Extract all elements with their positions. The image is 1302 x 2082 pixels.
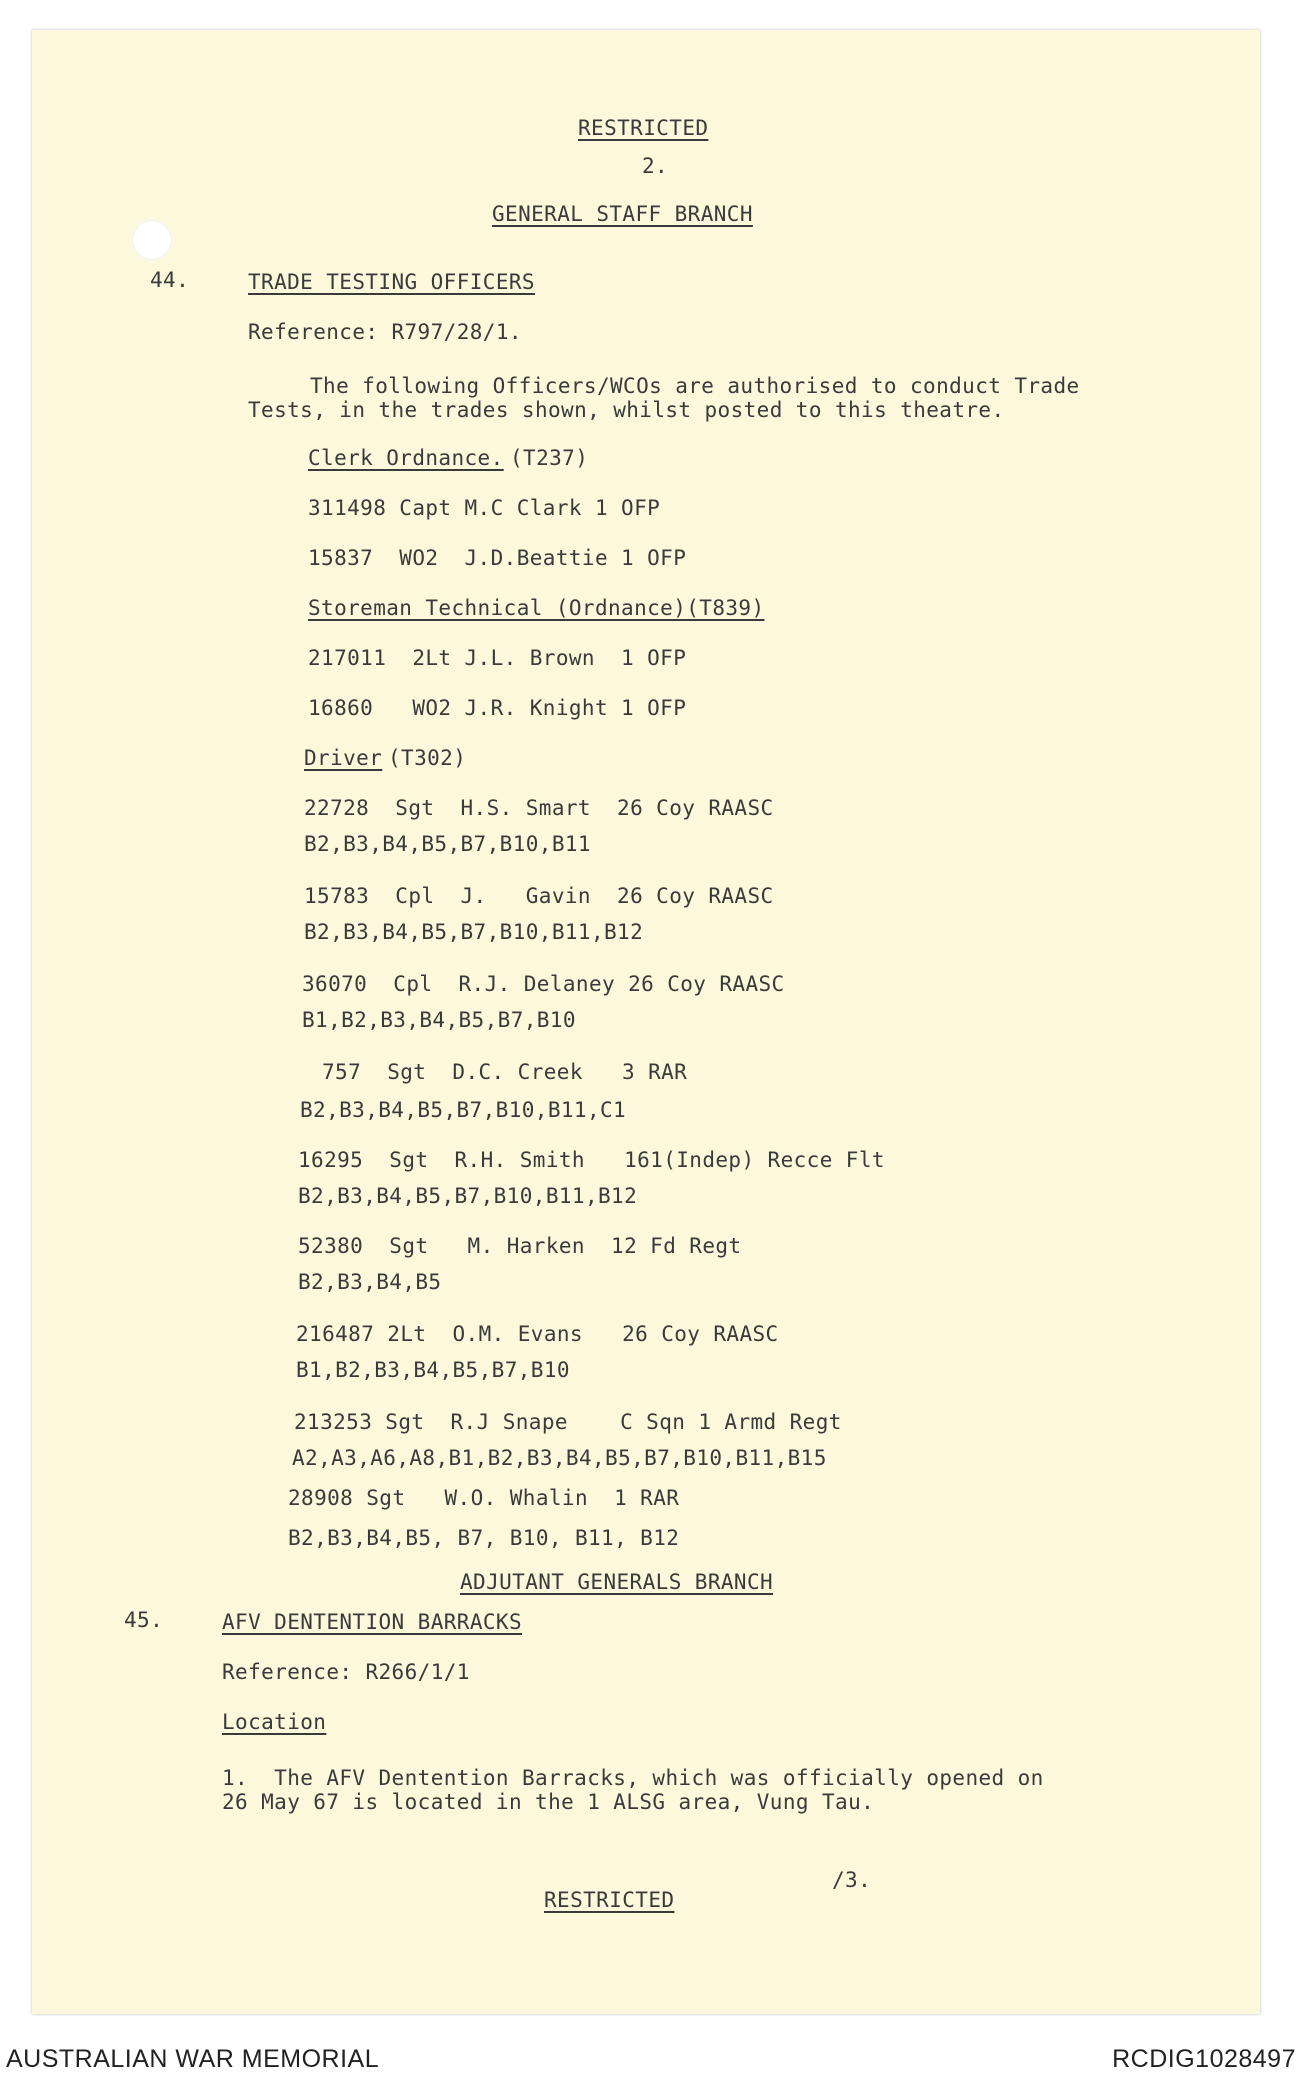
archive-footer-left: AUSTRALIAN WAR MEMORIAL bbox=[6, 2045, 380, 2073]
trade-heading-clerk: Clerk Ordnance. bbox=[308, 446, 504, 470]
driver-entry: 16295 Sgt R.H. Smith 161(Indep) Recce Flt bbox=[298, 1148, 885, 1172]
reference-line: Reference: R266/1/1 bbox=[222, 1660, 470, 1684]
driver-entry: 22728 Sgt H.S. Smart 26 Coy RAASC bbox=[304, 796, 774, 820]
driver-classes: B1,B2,B3,B4,B5,B7,B10 bbox=[296, 1358, 570, 1382]
driver-entry: 213253 Sgt R.J Snape C Sqn 1 Armd Regt bbox=[294, 1410, 842, 1434]
branch-heading: GENERAL STAFF BRANCH bbox=[492, 202, 753, 226]
branch-heading: ADJUTANT GENERALS BRANCH bbox=[460, 1570, 774, 1594]
officer-entry: 15837 WO2 J.D.Beattie 1 OFP bbox=[308, 546, 687, 570]
section-number: 45. bbox=[124, 1608, 164, 1632]
officer-entry: 311498 Capt M.C Clark 1 OFP bbox=[308, 496, 661, 520]
next-page-marker: /3. bbox=[832, 1868, 872, 1892]
intro-line-1: The following Officers/WCOs are authorised to conduct Trade bbox=[310, 374, 1080, 398]
driver-classes: B2,B3,B4,B5,B7,B10,B11,B12 bbox=[298, 1184, 638, 1208]
classification-bottom: RESTRICTED bbox=[544, 1888, 675, 1912]
trade-code-clerk: (T237) bbox=[510, 446, 589, 470]
section-number: 44. bbox=[150, 268, 190, 292]
punch-hole bbox=[132, 220, 172, 260]
intro-line-2: Tests, in the trades shown, whilst posted to this theatre. bbox=[248, 398, 1005, 422]
driver-entry: 52380 Sgt M. Harken 12 Fd Regt bbox=[298, 1234, 742, 1258]
classification-top: RESTRICTED bbox=[578, 116, 709, 140]
officer-entry: 16860 WO2 J.R. Knight 1 OFP bbox=[308, 696, 687, 720]
driver-classes: B2,B3,B4,B5, B7, B10, B11, B12 bbox=[288, 1526, 680, 1550]
officer-entry: 217011 2Lt J.L. Brown 1 OFP bbox=[308, 646, 687, 670]
driver-classes: B2,B3,B4,B5,B7,B10,B11 bbox=[304, 832, 591, 856]
archive-footer-right: RCDIG1028497 bbox=[1112, 2045, 1296, 2073]
section-title: TRADE TESTING OFFICERS bbox=[248, 270, 535, 294]
paragraph-line-1: 1. The AFV Dentention Barracks, which was officially opened on bbox=[222, 1766, 1044, 1790]
trade-code-driver: (T302) bbox=[388, 746, 467, 770]
driver-classes: B2,B3,B4,B5,B7,B10,B11,C1 bbox=[300, 1098, 627, 1122]
section-title: AFV DENTENTION BARRACKS bbox=[222, 1610, 522, 1634]
document-page bbox=[32, 30, 1260, 2014]
trade-heading-storeman: Storeman Technical (Ordnance)(T839) bbox=[308, 596, 765, 620]
driver-entry: 757 Sgt D.C. Creek 3 RAR bbox=[322, 1060, 688, 1084]
driver-entry: 15783 Cpl J. Gavin 26 Coy RAASC bbox=[304, 884, 774, 908]
reference-line: Reference: R797/28/1. bbox=[248, 320, 522, 344]
page-number: 2. bbox=[642, 154, 669, 178]
driver-entry: 28908 Sgt W.O. Whalin 1 RAR bbox=[288, 1486, 680, 1510]
paragraph-line-2: 26 May 67 is located in the 1 ALSG area, Vung Tau. bbox=[222, 1790, 875, 1814]
subheading-location: Location bbox=[222, 1710, 327, 1734]
driver-classes: B2,B3,B4,B5 bbox=[298, 1270, 442, 1294]
driver-classes: A2,A3,A6,A8,B1,B2,B3,B4,B5,B7,B10,B11,B15 bbox=[292, 1446, 827, 1470]
trade-heading-driver: Driver bbox=[304, 746, 383, 770]
driver-classes: B1,B2,B3,B4,B5,B7,B10 bbox=[302, 1008, 576, 1032]
driver-entry: 36070 Cpl R.J. Delaney 26 Coy RAASC bbox=[302, 972, 785, 996]
driver-entry: 216487 2Lt O.M. Evans 26 Coy RAASC bbox=[296, 1322, 779, 1346]
driver-classes: B2,B3,B4,B5,B7,B10,B11,B12 bbox=[304, 920, 644, 944]
